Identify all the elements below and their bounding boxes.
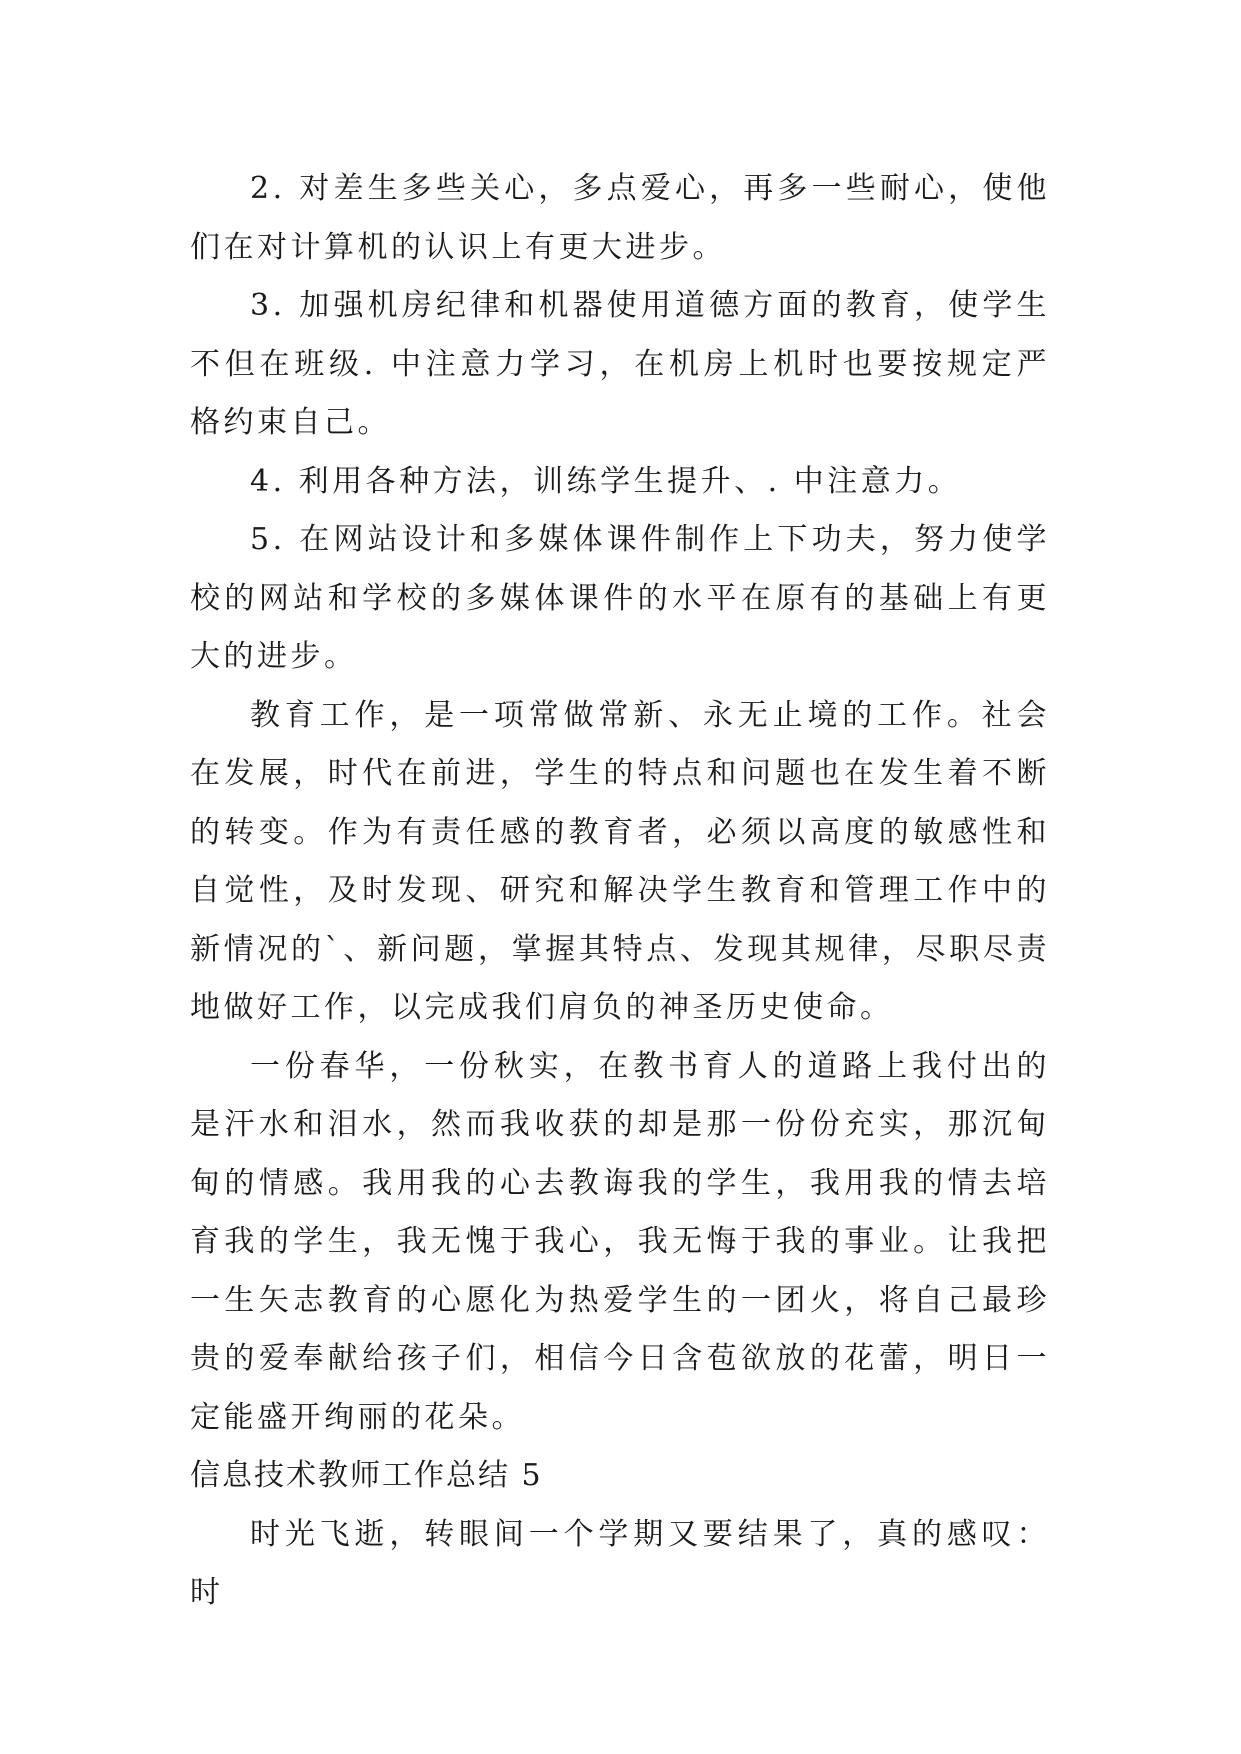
paragraph-time-flies: 时光飞逝，转眼间一个学期又要结果了，真的感叹：时 [190,1516,1050,1610]
section-heading: 信息技术教师工作总结 5 [190,1458,543,1493]
document-body [190,160,1050,1623]
paragraph-item-3: 3. 加强机房纪律和机器使用道德方面的教育，使学生不但在班级. 中注意力学习，在机房上机时也要按规定严格约束自己。 [190,288,1050,440]
paragraph-education-work: 教育工作，是一项常做常新、永无止境的工作。社会在发展，时代在前进，学生的特点和问题也在发生着不断的转变。作为有责任感的教育者，必须以高度的敏感性和自觉性，及时发现、研究和解决学生教育和管理工作中的新情况的`、新问题，掌握其特点、发现其规律，尽职尽责地做好工作，以完成我们肩负的神圣历史使命。 [190,697,1050,1025]
paragraph-item-2: 2. 对差生多些关心，多点爱心，再多一些耐心，使他们在对计算机的认识上有更大进步。 [190,171,1050,265]
paragraph-spring-autumn: 一份春华，一份秋实，在教书育人的道路上我付出的是汗水和泪水，然而我收获的却是那一份份充实，那沉甸甸的情感。我用我的心去教诲我的学生，我用我的情去培育我的学生，我无愧于我心，我无悔于我的事业。让我把一生矢志教育的心愿化为热爱学生的一团火，将自己最珍贵的爱奉献给孩子们，相信今日含苞欲放的花蕾，明日一定能盛开绚丽的花朵。 [190,1048,1050,1435]
paragraph-item-4: 4. 利用各种方法，训练学生提升、. 中注意力。 [250,463,962,499]
paragraph-item-5: 5. 在网站设计和多媒体课件制作上下功夫，努力使学校的网站和学校的多媒体课件的水平在原有的基础上有更大的进步。 [190,522,1050,674]
